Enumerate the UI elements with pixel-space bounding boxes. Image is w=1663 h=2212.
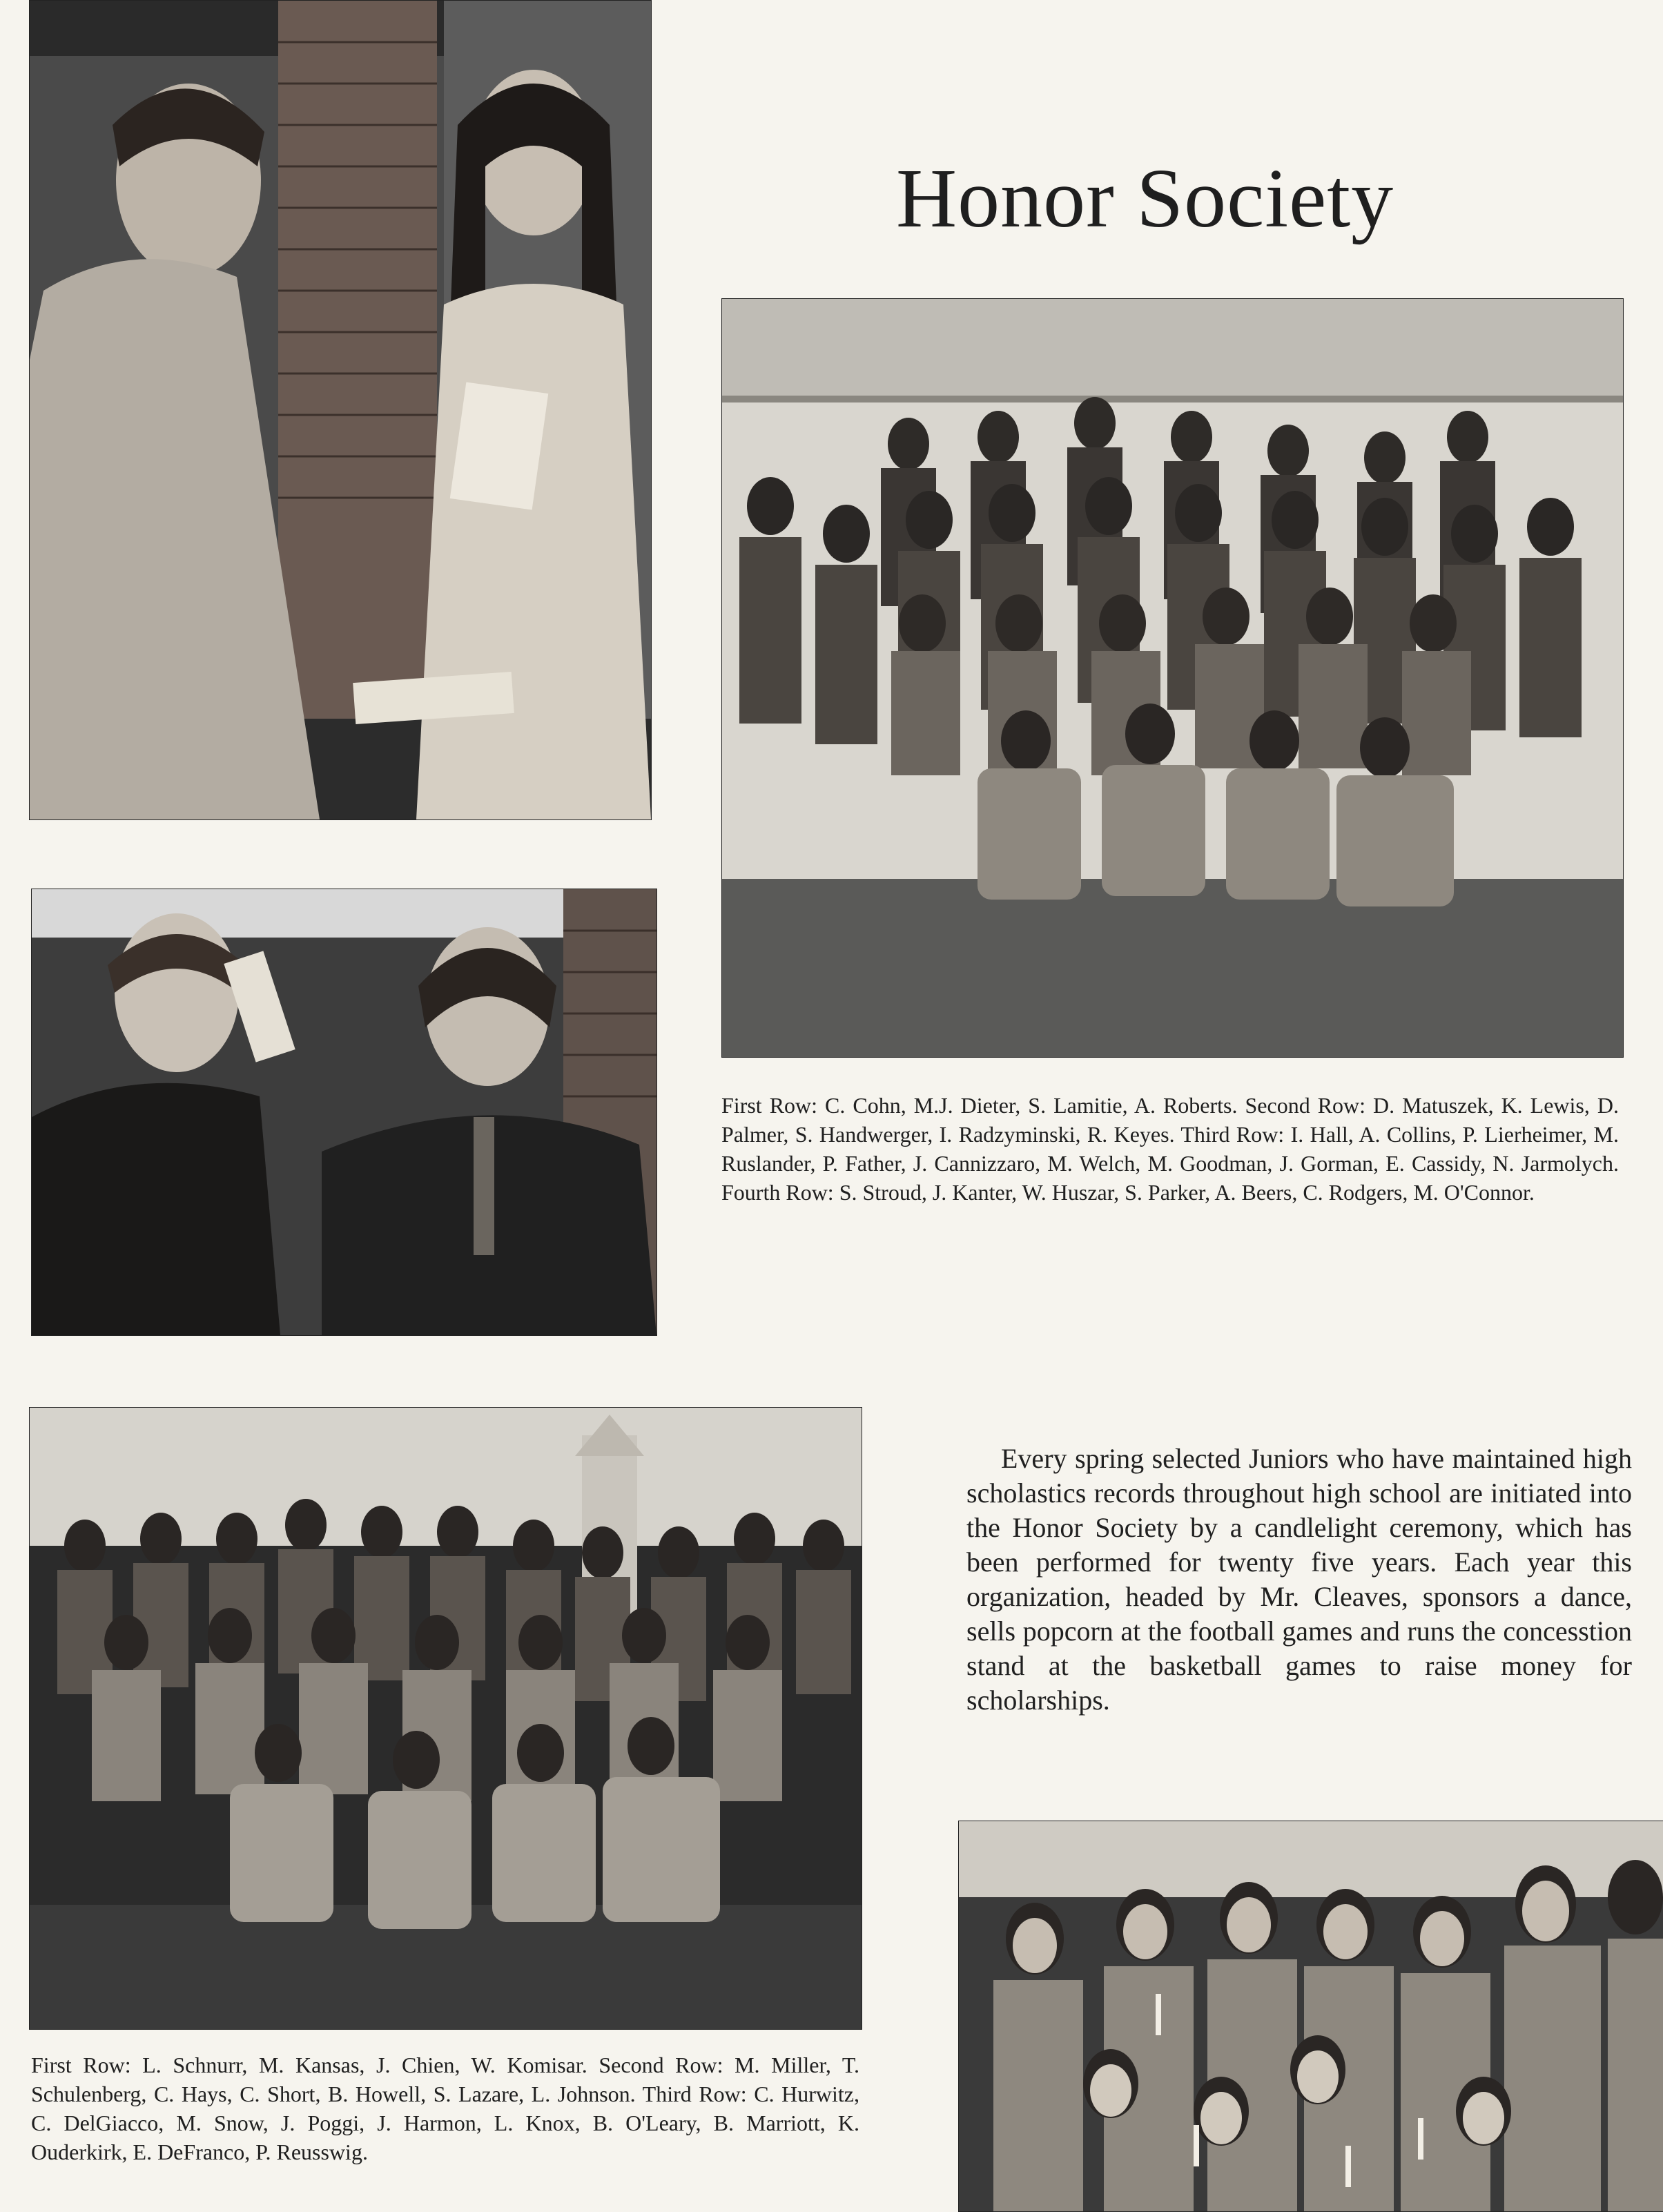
photo-laughing-students [31,889,657,1336]
photo-candlelight-ceremony [958,1821,1663,2212]
photo-group-bottom [29,1407,862,2030]
photo-students-talking [29,0,652,820]
caption-group-bottom: First Row: L. Schnurr, M. Kansas, J. Chien, W. Komisar. Second Row: M. Miller, T. Schulenberg, C. Hays, C. Short, B. Howell, S. Lazare, L. Johnson. Third Row: C. Hurwitz, C. DelGiacco, M. Snow, J. Poggi, J. Harmon, L. Knox, B. O'Leary, B. Marriott, K. Ouderkirk, E. DeFranco, P. Reusswig. [31,2053,859,2164]
page-title: Honor Society [896,152,1394,245]
body-paragraph: Every spring selected Juniors who have maintained high scholastics records throughout high school are initiated into the Honor Society by a candlelight ceremony, which has been performed for twenty five years. Each year this organization, headed by Mr. Cleaves, sponsors a dance, sells popcorn at the football games and runs the concesstion stand at the basketball games to raise money for scholarships. [966,1443,1632,1716]
caption-group-top: First Row: C. Cohn, M.J. Dieter, S. Lamitie, A. Roberts. Second Row: D. Matuszek, K. Lewis, D. Palmer, S. Handwerger, I. Radzyminski, R. Keyes. Third Row: I. Hall, A. Collins, P. Lierheimer, M. Ruslander, P. Father, J. Cannizzaro, M. Welch, M. Goodman, J. Gorman, E. Cassidy, N. Jarmolych. Fourth Row: S. Stroud, J. Kanter, W. Huszar, S. Parker, A. Beers, C. Rodgers, M. O'Connor. [721,1093,1619,1205]
photo-group-top [721,298,1624,1058]
